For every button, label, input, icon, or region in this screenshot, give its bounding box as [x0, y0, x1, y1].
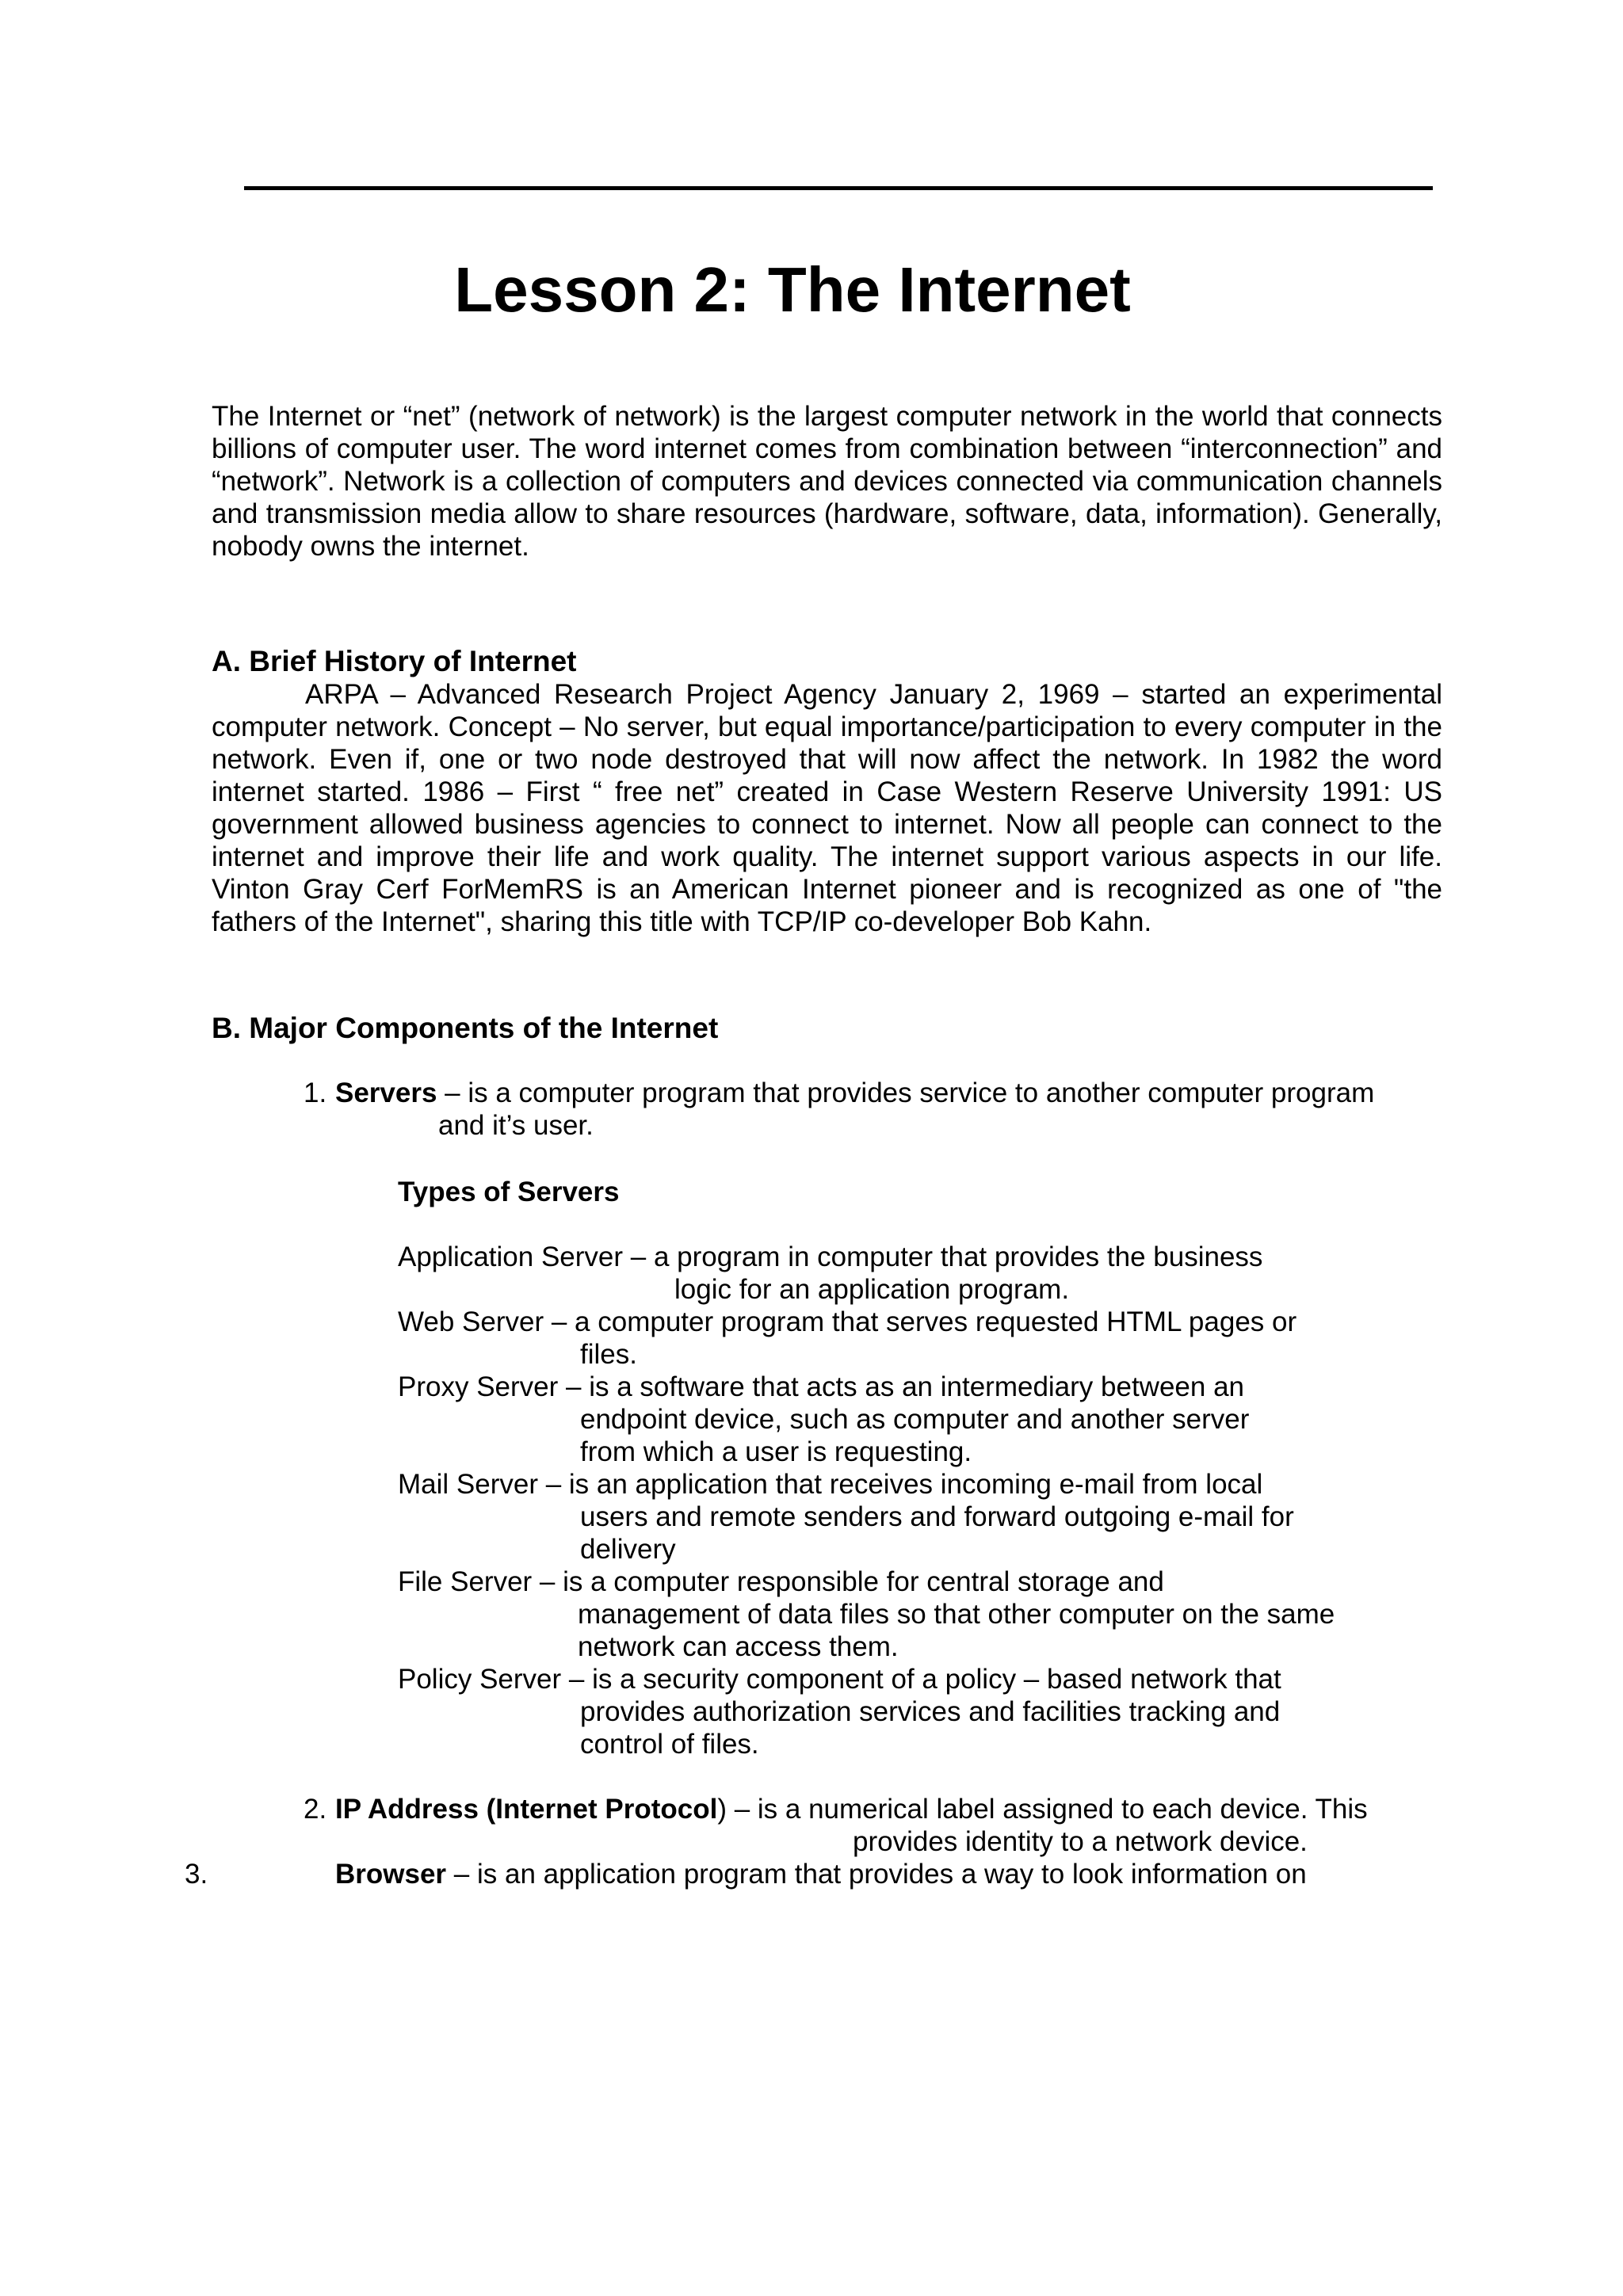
browser-definition-text: – is an application program that provides a way to look information on	[446, 1859, 1307, 1890]
list-number: 3.	[185, 1859, 208, 1890]
ip-definition-line2: provides identity to a network device.	[853, 1826, 1308, 1857]
server-line: Application Server – a program in computer that provides the business	[398, 1241, 1263, 1272]
browser-definition-line1	[335, 1858, 1307, 1890]
page-title: Lesson 2: The Internet	[454, 254, 1131, 325]
server-line: File Server – is a computer responsible for central storage and	[398, 1566, 1164, 1597]
servers-definition-line1	[335, 1077, 1374, 1109]
list-number: 1.	[304, 1077, 327, 1108]
server-line: files.	[580, 1339, 637, 1370]
server-line: Proxy Server – is a software that acts as an intermediary between an	[398, 1371, 1245, 1402]
section-b-heading: B. Major Components of the Internet	[212, 1012, 719, 1044]
server-line: provides authorization services and facilities tracking and	[580, 1696, 1281, 1727]
server-line: Mail Server – is an application that receives incoming e-mail from local	[398, 1469, 1263, 1500]
server-line: endpoint device, such as computer and another server	[580, 1404, 1250, 1435]
ip-definition-line1	[335, 1793, 1368, 1825]
ip-definition-text: ) – is a numerical label assigned to each device. This	[717, 1794, 1368, 1825]
server-line: network can access them.	[578, 1631, 899, 1662]
section-a-heading: A. Brief History of Internet	[212, 645, 577, 677]
server-line: delivery	[580, 1534, 676, 1565]
server-line: control of files.	[580, 1729, 759, 1760]
server-line: management of data files so that other computer on the same	[578, 1599, 1335, 1630]
servers-definition-text: – is a computer program that provides service to another computer program	[437, 1077, 1375, 1108]
list-number: 2.	[304, 1794, 327, 1825]
browser-term: Browser	[335, 1859, 447, 1890]
server-line: from which a user is requesting.	[580, 1436, 972, 1467]
server-line: logic for an application program.	[674, 1274, 1070, 1305]
types-of-servers-heading: Types of Servers	[398, 1177, 620, 1207]
server-line: Web Server – a computer program that serves requested HTML pages or	[398, 1306, 1297, 1337]
server-line: users and remote senders and forward outgoing e-mail for	[580, 1501, 1294, 1532]
top-rule	[244, 186, 1433, 190]
server-line: Policy Server – is a security component of a policy – based network that	[398, 1664, 1281, 1695]
intro-paragraph: The Internet or “net” (network of network) is the largest computer network in the world that connects billions of computer user. The word internet comes from combination between “interconnection” and “network”. Network is a collection of computers and devices connected via communication channels and transmission media allow to share resources (hardware, software, data, information). Generally, nobody owns the internet.	[212, 401, 1442, 562]
history-paragraph: ARPA – Advanced Research Project Agency January 2, 1969 – started an experimental computer network. Concept – No server, but equal importance/participation to every computer in the network. Even if, one or two node destroyed that will now affect the network. In 1982 the word internet started. 1986 – First “ free net” created in Case Western Reserve University 1991: US government allowed business agencies to connect to internet. Now all people can connect to the internet and improve their life and work quality. The internet support various aspects in our life. Vinton Gray Cerf ForMemRS is an American Internet pioneer and is recognized as one of "the fathers of the Internet", sharing this title with TCP/IP co-developer Bob Kahn.	[212, 679, 1442, 937]
servers-term: Servers	[335, 1077, 437, 1108]
servers-definition-line2: and it’s user.	[438, 1110, 594, 1141]
ip-address-term: IP Address (Internet Protocol	[335, 1794, 718, 1825]
